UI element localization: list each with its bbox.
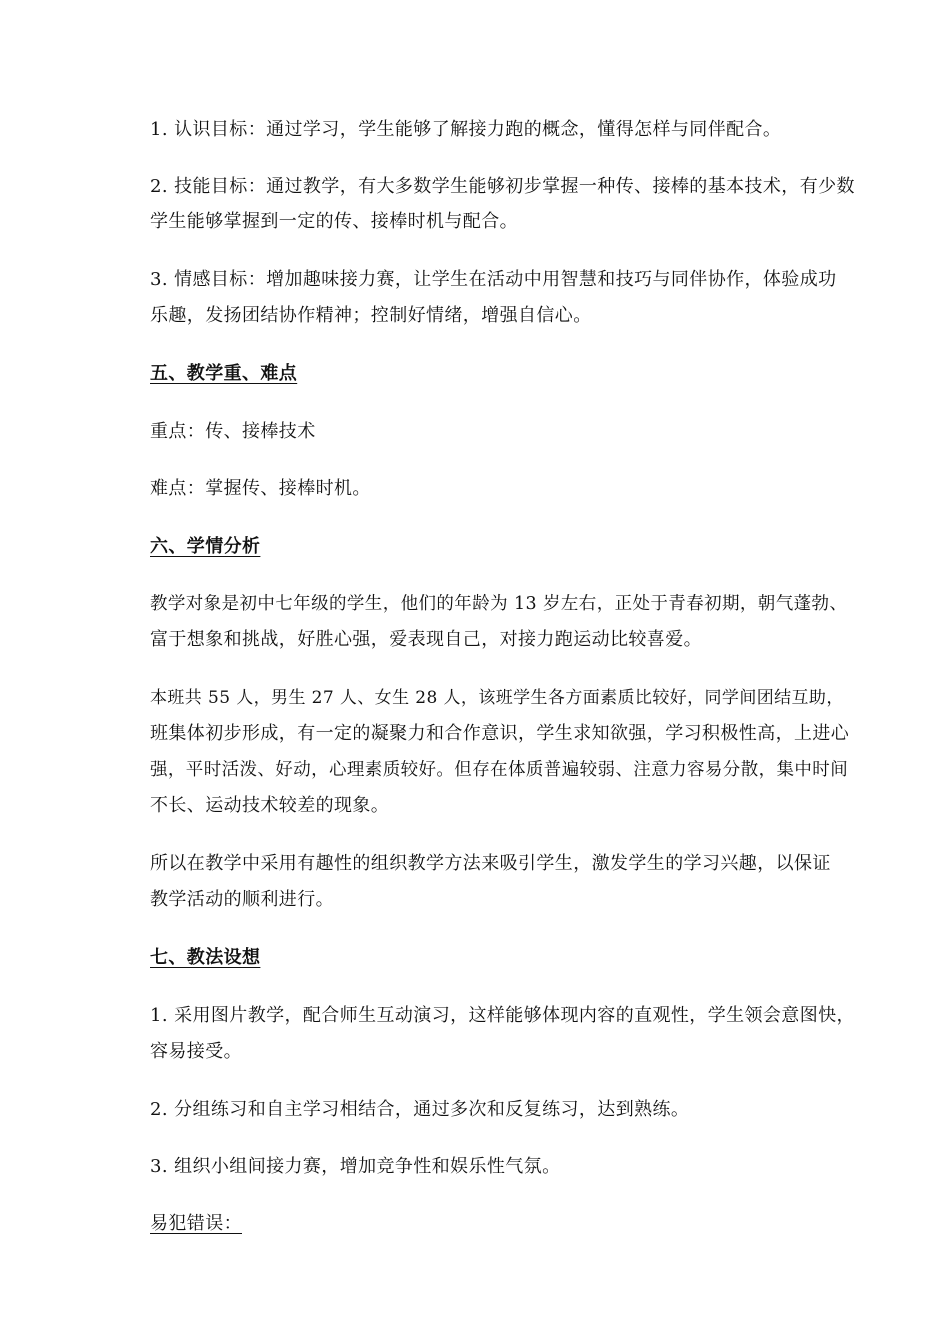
difficult-point: 难点：掌握传、接棒时机。 — [150, 478, 371, 499]
section-6-heading: 六、学情分析 — [150, 536, 261, 557]
method-2: 2. 分组练习和自主学习相结合，通过多次和反复练习，达到熟练。 — [150, 1099, 690, 1120]
analysis-p2-line-2: 班集体初步形成，有一定的凝聚力和合作意识，学生求知欲强，学习积极性高，上进心 — [150, 723, 850, 744]
analysis-p3-line-1: 所以在教学中采用有趣性的组织教学方法来吸引学生，激发学生的学习兴趣，以保证 — [150, 853, 831, 874]
method-3: 3. 组织小组间接力赛，增加竞争性和娱乐性气氛。 — [150, 1156, 561, 1177]
analysis-p2-line-3: 强，平时活泼、好动，心理素质较好。但存在体质普遍较弱、注意力容易分散，集中时间 — [150, 760, 849, 780]
common-errors-label: 易犯错误： — [150, 1213, 242, 1234]
analysis-p2-line-4: 不长、运动技术较差的现象。 — [150, 795, 390, 816]
objective-2-line-2: 学生能够掌握到一定的传、接棒时机与配合。 — [150, 211, 518, 232]
section-7-heading: 七、教法设想 — [150, 947, 261, 968]
objective-3-line-2: 乐趣，发扬团结协作精神；控制好情绪，增强自信心。 — [150, 305, 592, 326]
method-1-line-1: 1. 采用图片教学，配合师生互动演习，这样能够体现内容的直观性，学生领会意图快， — [150, 1005, 855, 1026]
objective-3-line-1: 3. 情感目标：增加趣味接力赛，让学生在活动中用智慧和技巧与同伴协作，体验成功 — [150, 269, 837, 290]
objective-2-line-1: 2. 技能目标：通过教学，有大多数学生能够初步掌握一种传、接棒的基本技术，有少数 — [150, 176, 855, 197]
section-5-heading: 五、教学重、难点 — [150, 363, 298, 384]
analysis-p1-line-1: 教学对象是初中七年级的学生，他们的年龄为 13 岁左右，正处于青春初期，朝气蓬勃、 — [150, 594, 848, 614]
analysis-p3-line-2: 教学活动的顺利进行。 — [150, 889, 334, 910]
key-point: 重点：传、接棒技术 — [150, 421, 316, 442]
analysis-p1-line-2: 富于想象和挑战，好胜心强，爱表现自己，对接力跑运动比较喜爱。 — [150, 629, 702, 650]
method-1-line-2: 容易接受。 — [150, 1041, 242, 1062]
objective-1: 1. 认识目标：通过学习，学生能够了解接力跑的概念，懂得怎样与同伴配合。 — [150, 119, 782, 140]
analysis-p2-line-1: 本班共 55 人，男生 27 人、女生 28 人，该班学生各方面素质比较好，同学间团结互助， — [150, 688, 844, 708]
